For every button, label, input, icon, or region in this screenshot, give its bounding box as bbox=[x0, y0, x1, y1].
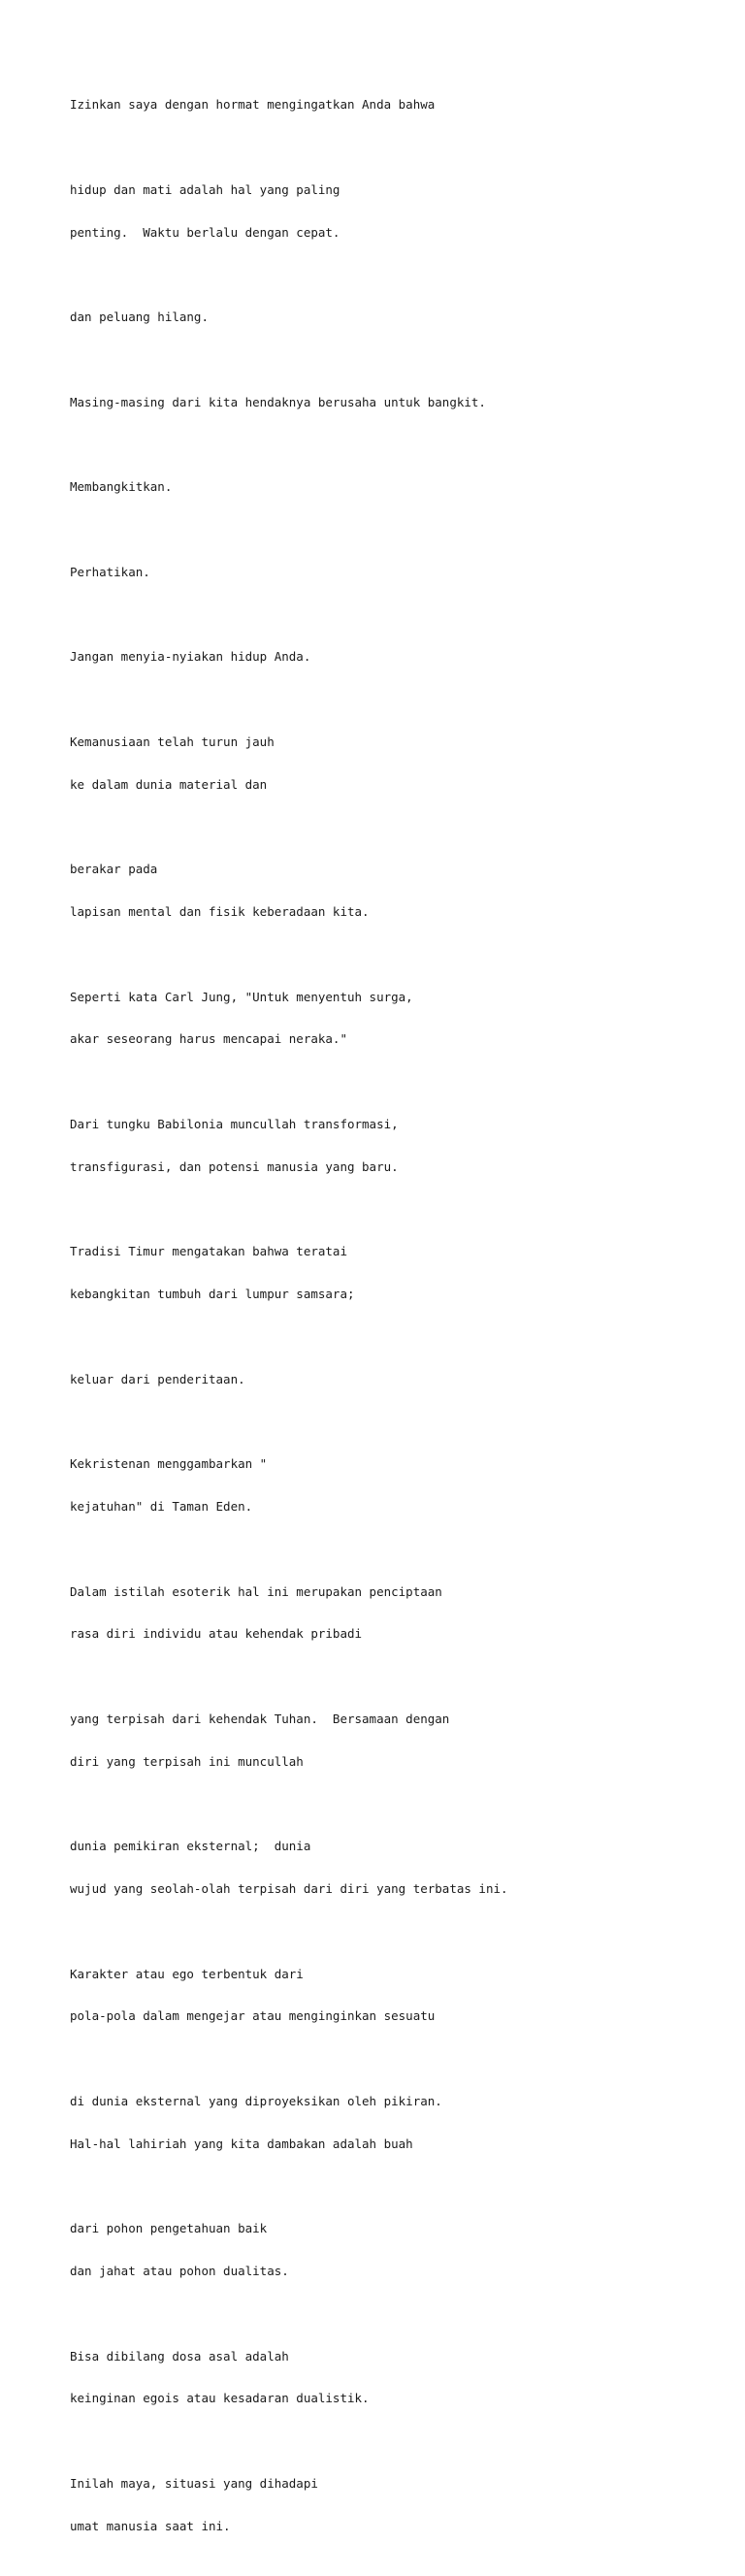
text-line: Hal-hal lahiriah yang kita dambakan adalah buah bbox=[70, 2136, 413, 2151]
document-page bbox=[70, 70, 729, 2576]
text-line: dari pohon pengetahuan baik bbox=[70, 2221, 268, 2236]
text-line: Perhatikan. bbox=[70, 564, 150, 579]
paragraph-19 bbox=[70, 2067, 729, 2180]
text-line: Kekristenan menggambarkan " bbox=[70, 1456, 268, 1472]
paragraph-7 bbox=[70, 622, 729, 693]
paragraph-21 bbox=[70, 2321, 729, 2434]
text-line: rasa diri individu atau kehendak pribadi bbox=[70, 1626, 363, 1642]
text-line: kejatuhan" di Taman Eden. bbox=[70, 1498, 253, 1514]
text-line: penting. Waktu berlalu dengan cepat. bbox=[70, 224, 340, 240]
text-line: Dalam istilah esoterik hal ini merupakan penciptaan bbox=[70, 1583, 442, 1599]
text-line: Masing-masing dari kita hendaknya berusaha untuk bangkit. bbox=[70, 394, 486, 409]
text-line: Seperti kata Carl Jung, "Untuk menyentuh surga, bbox=[70, 989, 413, 1004]
paragraph-3 bbox=[70, 282, 729, 353]
paragraph-6 bbox=[70, 538, 729, 608]
text-line: transfigurasi, dan potensi manusia yang baru. bbox=[70, 1158, 399, 1174]
text-line: Bisa dibilang dosa asal adalah bbox=[70, 2348, 289, 2364]
paragraph-9 bbox=[70, 834, 729, 948]
text-line: Karakter atau ego terbentuk dari bbox=[70, 1966, 304, 1981]
text-line: diri yang terpisah ini muncullah bbox=[70, 1753, 304, 1769]
text-line: wujud yang seolah-olah terpisah dari diri yang terbatas ini. bbox=[70, 1881, 508, 1896]
paragraph-10 bbox=[70, 962, 729, 1075]
text-line: Izinkan saya dengan hormat mengingatkan Anda bahwa bbox=[70, 97, 436, 113]
text-line: berakar pada bbox=[70, 862, 158, 877]
text-line: lapisan mental dan fisik keberadaan kita. bbox=[70, 904, 370, 920]
text-line: Inilah maya, situasi yang dihadapi bbox=[70, 2475, 318, 2491]
paragraph-1 bbox=[70, 70, 729, 141]
text-line: Tradisi Timur mengatakan bahwa teratai bbox=[70, 1244, 347, 1259]
text-line: pola-pola dalam mengejar atau menginginkan sesuatu bbox=[70, 2008, 436, 2024]
text-line: hidup dan mati adalah hal yang paling bbox=[70, 181, 340, 197]
text-line: akar seseorang harus mencapai neraka." bbox=[70, 1031, 347, 1047]
text-line: umat manusia saat ini. bbox=[70, 2518, 231, 2533]
paragraph-15 bbox=[70, 1556, 729, 1670]
paragraph-8 bbox=[70, 707, 729, 821]
text-line: dan peluang hilang. bbox=[70, 310, 209, 325]
paragraph-20 bbox=[70, 2194, 729, 2307]
paragraph-14 bbox=[70, 1429, 729, 1543]
text-line: ke dalam dunia material dan bbox=[70, 776, 268, 792]
paragraph-2 bbox=[70, 155, 729, 269]
paragraph-13 bbox=[70, 1344, 729, 1415]
paragraph-16 bbox=[70, 1684, 729, 1798]
text-line: dunia pemikiran eksternal; dunia bbox=[70, 1839, 311, 1854]
paragraph-4 bbox=[70, 367, 729, 438]
text-line: yang terpisah dari kehendak Tuhan. Bersamaan dengan bbox=[70, 1711, 450, 1726]
text-line: keluar dari penderitaan. bbox=[70, 1371, 245, 1386]
text-line: keinginan egois atau kesadaran dualistik. bbox=[70, 2391, 370, 2406]
paragraph-18 bbox=[70, 1939, 729, 2052]
text-line: kebangkitan tumbuh dari lumpur samsara; bbox=[70, 1287, 355, 1302]
text-line: Kemanusiaan telah turun jauh bbox=[70, 734, 275, 749]
paragraph-17 bbox=[70, 1811, 729, 1925]
text-line: Membangkitkan. bbox=[70, 479, 173, 495]
paragraph-12 bbox=[70, 1217, 729, 1330]
paragraph-5 bbox=[70, 452, 729, 523]
text-line: di dunia eksternal yang diproyeksikan oleh pikiran. bbox=[70, 2093, 442, 2108]
text-line: Jangan menyia-nyiakan hidup Anda. bbox=[70, 649, 311, 665]
text-line: Dari tungku Babilonia muncullah transformasi, bbox=[70, 1116, 399, 1131]
paragraph-22 bbox=[70, 2449, 729, 2562]
text-line: dan jahat atau pohon dualitas. bbox=[70, 2264, 289, 2279]
paragraph-11 bbox=[70, 1090, 729, 1203]
